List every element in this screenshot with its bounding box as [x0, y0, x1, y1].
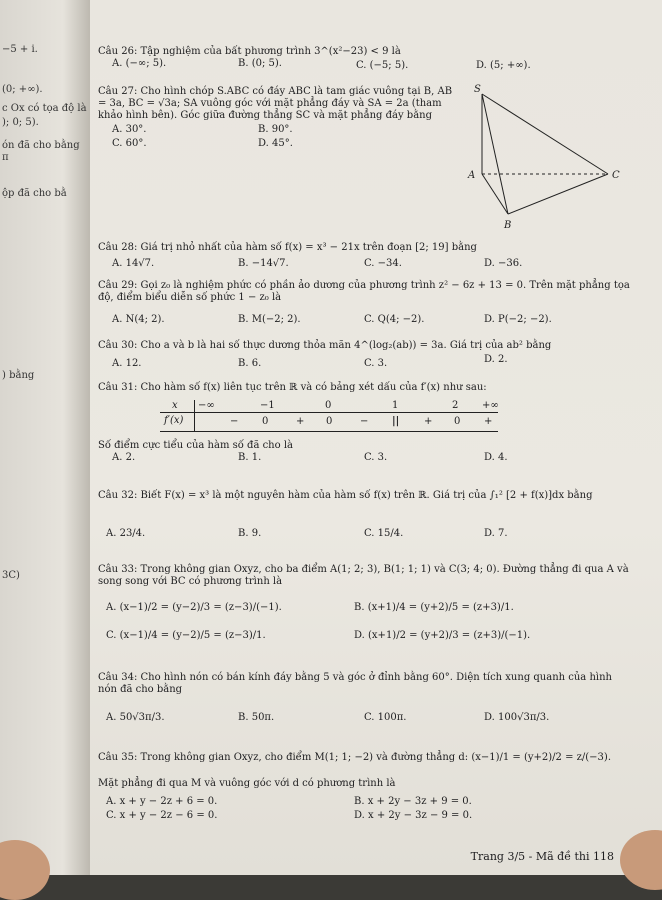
- question-32: [98, 490, 632, 539]
- question-stem: Câu 33: Trong không gian Oxyz, cho ba điểm A(1; 2; 3), B(1; 1; 1) và C(3; 4; 0). Đường thẳng đi qua A và song song với BC có phương trình là: [98, 564, 629, 587]
- option-d[interactable]: D. (x+1)/2 = (y+2)/3 = (z+3)/(−1).: [354, 630, 531, 641]
- option-d[interactable]: D. −36.: [484, 258, 523, 269]
- sign-cell: 0: [326, 416, 333, 427]
- sign-table: [160, 400, 498, 434]
- edge-sb: [482, 94, 508, 214]
- sign-cell: +: [296, 416, 305, 427]
- left-page-text: ón đã cho bằng: [2, 140, 80, 151]
- sign-cell: −: [360, 416, 369, 427]
- question-30: [98, 340, 632, 369]
- question-33: [98, 564, 632, 641]
- left-page-text: ộp đã cho bằ: [2, 188, 67, 199]
- question-stem: Câu 29: Gọi z₀ là nghiệm phức có phần ảo dương của phương trình z² − 6z + 13 = 0. Trên mặt phẳng tọa độ, điểm biểu diễn số phức 1 − z₀ là: [98, 280, 630, 303]
- sign-cell: +: [424, 416, 433, 427]
- option-c[interactable]: C. −34.: [364, 258, 402, 269]
- question-34: [98, 672, 632, 723]
- option-a[interactable]: A. (−∞; 5).: [112, 58, 167, 69]
- left-page-text: 3C): [2, 570, 20, 581]
- question-stem-continued: Mặt phẳng đi qua M và vuông góc với d có phương trình là: [98, 778, 396, 789]
- option-d[interactable]: D. 100√3π/3.: [484, 712, 550, 723]
- left-page-text: ) bằng: [2, 370, 35, 381]
- option-c[interactable]: C. Q(4; −2).: [364, 314, 425, 325]
- option-a[interactable]: A. x + y − 2z + 6 = 0.: [106, 796, 218, 807]
- option-b[interactable]: B. x + 2y − 3z + 9 = 0.: [354, 796, 472, 807]
- option-b[interactable]: B. −14√7.: [238, 258, 289, 269]
- question-27: [98, 86, 462, 149]
- left-page-text: ); 0; 5).: [2, 117, 39, 128]
- x-value: +∞: [482, 400, 499, 411]
- pyramid-figure: [460, 82, 640, 232]
- question-stem-continued: Số điểm cực tiểu của hàm số đã cho là: [98, 440, 293, 451]
- option-a[interactable]: A. 30°.: [112, 124, 147, 135]
- option-c[interactable]: C. (−5; 5).: [356, 60, 409, 71]
- option-c[interactable]: C. 100π.: [364, 712, 407, 723]
- left-page: [0, 0, 90, 875]
- option-c[interactable]: C. 60°.: [112, 138, 147, 149]
- question-stem: Câu 34: Cho hình nón có bán kính đáy bằng 5 và góc ở đỉnh bằng 60°. Diện tích xung quanh của hình nón đã cho bằng: [98, 672, 612, 695]
- question-28: [98, 242, 632, 269]
- option-d[interactable]: D. x + 2y − 3z − 9 = 0.: [354, 810, 473, 821]
- edge-sc: [482, 94, 608, 174]
- x-value: 1: [392, 400, 399, 411]
- question-stem: Câu 32: Biết F(x) = x³ là một nguyên hàm của hàm số f(x) trên ℝ. Giá trị của ∫₁² [2 + f(x)]dx bằng: [98, 490, 593, 501]
- left-page-text: c Ox có tọa độ là: [2, 103, 87, 114]
- option-d[interactable]: D. 45°.: [258, 138, 293, 149]
- question-stem: Câu 31: Cho hàm số f(x) liên tục trên ℝ và có bảng xét dấu của f′(x) như sau:: [98, 382, 487, 393]
- option-b[interactable]: B. 90°.: [258, 124, 293, 135]
- option-b[interactable]: B. 6.: [238, 358, 262, 369]
- option-c[interactable]: C. 3.: [364, 358, 388, 369]
- sign-cell: 0: [262, 416, 269, 427]
- label-a: A: [468, 170, 476, 181]
- question-31-options: [98, 440, 632, 463]
- option-a[interactable]: A. 50√3π/3.: [106, 712, 165, 723]
- option-a[interactable]: A. 14√7.: [112, 258, 155, 269]
- left-page-text: π: [2, 152, 9, 163]
- option-b[interactable]: B. 50π.: [238, 712, 275, 723]
- label-b: B: [504, 220, 512, 231]
- left-page-text: (0; +∞).: [2, 84, 43, 95]
- option-b[interactable]: B. 9.: [238, 528, 262, 539]
- question-stem: Câu 26: Tập nghiệm của bất phương trình 3^(x²−23) < 9 là: [98, 46, 401, 57]
- option-a[interactable]: A. N(4; 2).: [112, 314, 165, 325]
- label-s: S: [474, 84, 481, 95]
- left-page-text: −5 + i.: [2, 44, 38, 55]
- question-stem: Câu 28: Giá trị nhỏ nhất của hàm số f(x) = x³ − 21x trên đoạn [2; 19] bằng: [98, 242, 477, 253]
- sign-cell: −: [230, 416, 239, 427]
- sign-cell: +: [484, 416, 493, 427]
- option-d[interactable]: D. 2.: [484, 354, 508, 365]
- option-b[interactable]: B. (x+1)/4 = (y+2)/5 = (z+3)/1.: [354, 602, 514, 613]
- question-26: [98, 46, 632, 71]
- option-a[interactable]: A. 23/4.: [106, 528, 146, 539]
- question-stem: Câu 30: Cho a và b là hai số thực dương thỏa mãn 4^(log₂(ab)) = 3a. Giá trị của ab² bằng: [98, 340, 552, 351]
- option-d[interactable]: D. P(−2; −2).: [484, 314, 552, 325]
- option-c[interactable]: C. 15/4.: [364, 528, 404, 539]
- option-d[interactable]: D. 7.: [484, 528, 508, 539]
- exam-page: [90, 0, 662, 875]
- option-b[interactable]: B. 1.: [238, 452, 262, 463]
- sign-cell: 0: [454, 416, 461, 427]
- option-c[interactable]: C. 3.: [364, 452, 388, 463]
- question-29: [98, 280, 632, 325]
- question-31: [98, 382, 632, 394]
- page-footer: Trang 3/5 - Mã đề thi 118: [470, 850, 614, 863]
- x-value: 2: [452, 400, 459, 411]
- sign-table-x-label: x: [172, 400, 178, 411]
- option-c[interactable]: C. (x−1)/4 = (y−2)/5 = (z−3)/1.: [106, 630, 266, 641]
- option-b[interactable]: B. (0; 5).: [238, 58, 282, 69]
- option-a[interactable]: A. 2.: [112, 452, 136, 463]
- sign-table-fp-label: f′(x): [164, 415, 184, 426]
- x-value: −1: [260, 400, 275, 411]
- option-c[interactable]: C. x + y − 2z − 6 = 0.: [106, 810, 218, 821]
- label-c: C: [612, 170, 620, 181]
- option-d[interactable]: D. 4.: [484, 452, 508, 463]
- x-value: −∞: [198, 400, 215, 411]
- option-b[interactable]: B. M(−2; 2).: [238, 314, 301, 325]
- question-35: [98, 752, 622, 821]
- edge-bc: [508, 174, 608, 214]
- question-stem: Câu 27: Cho hình chóp S.ABC có đáy ABC là tam giác vuông tại B, AB = 3a, BC = √3a; SA vuông góc với mặt phẳng đáy và SA = 2a (tham khảo hình bên). Góc giữa đường thẳng SC và mặt phẳng đáy bằng: [98, 86, 453, 121]
- option-a[interactable]: A. (x−1)/2 = (y−2)/3 = (z−3)/(−1).: [106, 602, 282, 613]
- question-stem: Câu 35: Trong không gian Oxyz, cho điểm M(1; 1; −2) và đường thẳng d: (x−1)/1 = (y+2)/2 = z/(−3).: [98, 752, 612, 763]
- option-d[interactable]: D. (5; +∞).: [476, 60, 531, 71]
- sign-cell: ||: [392, 416, 400, 427]
- x-value: 0: [325, 400, 332, 411]
- option-a[interactable]: A. 12.: [112, 358, 142, 369]
